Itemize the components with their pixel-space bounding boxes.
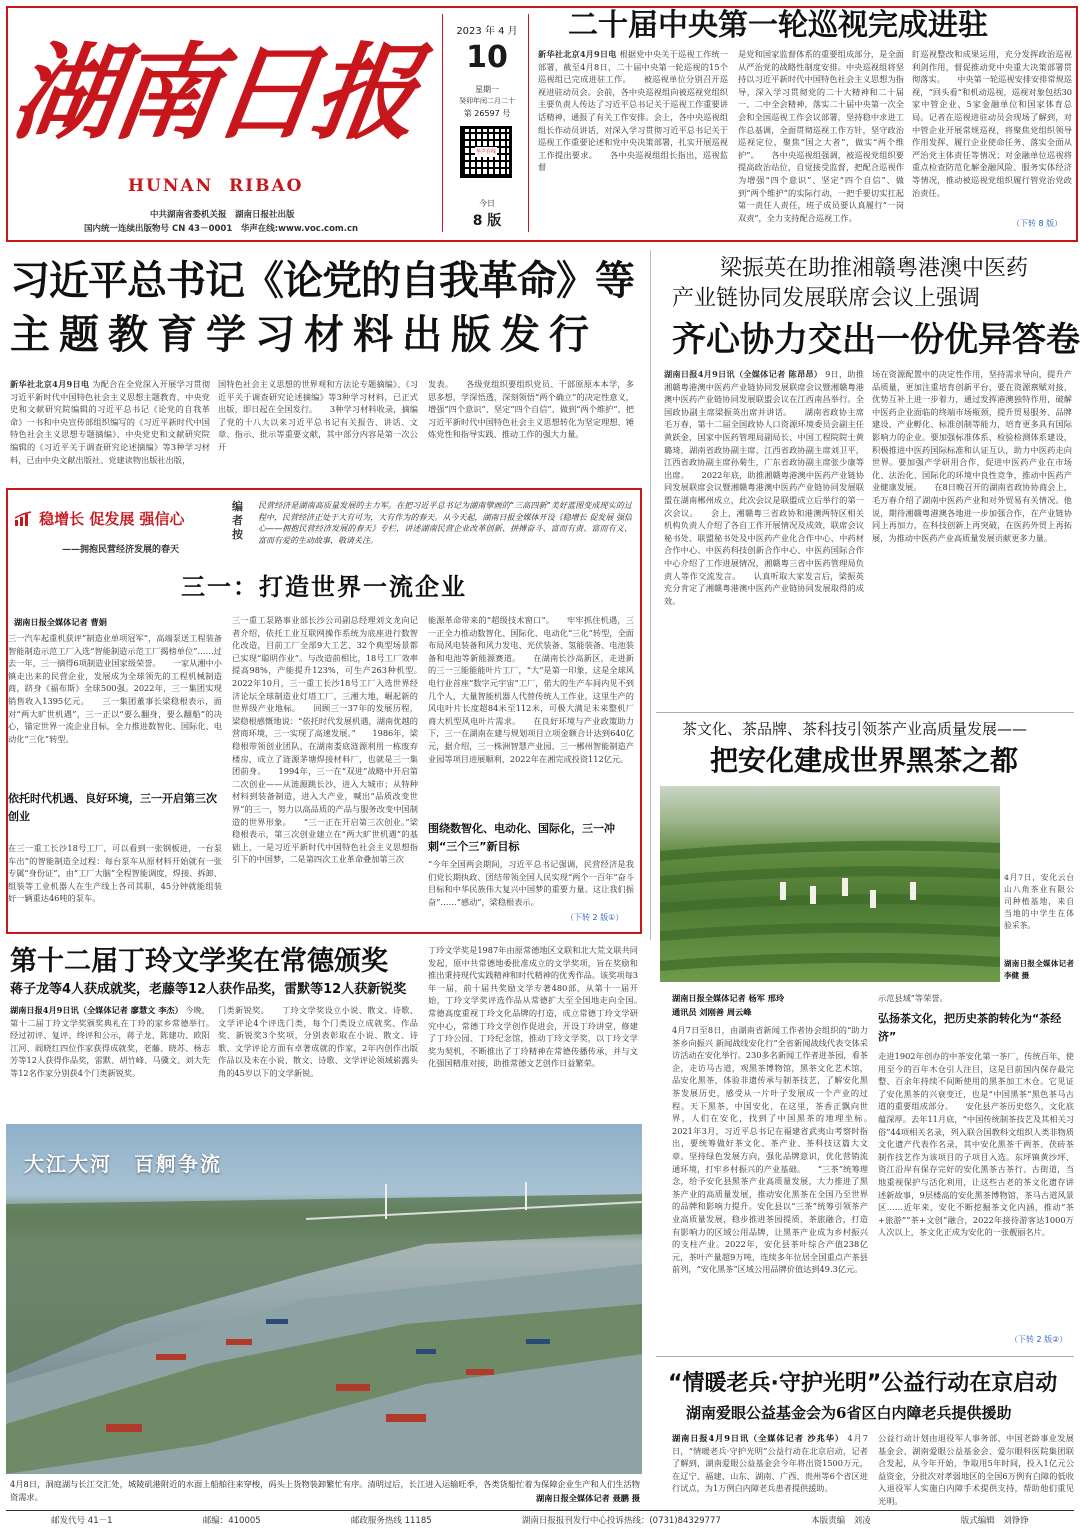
top-story-more-link[interactable]: （下转 8 版） (1012, 219, 1063, 228)
xi-text1: 为配合在全党深入开展学习贯彻习近平新时代中国特色社会主义思想主题教育，中央党史和文献研究院编辑的习近平总书记《论党的自我革命》一书和中央宣传部组织编写的《习近平新时代中国特色社会主义思想专题摘编》、中央党史和文献研究院编辑的《习近平关于调查研究论述摘编》等3种学习材料，已由中央文献出版社、党建读物出版社出版， (10, 379, 210, 465)
tea-col1: 4月7日至8日，由湖南省新闻工作者协会组织的“助力茶乡向振兴 新闻战线安化行”全省新闻战线代表交体采访活动在安化举行。230多名新闻工作者进茶园，看茶企，走访马古道，观黑茶博物馆，黑茶文化艺术馆，品安化黑茶，体验非遗传承与制茶技艺，了解安化黑茶发展历史，感受从一片叶子发展成一个产业的过程。天下黑茶，中国安化，在这里，茶香正飘向世界，人们在安化，找到了中国黑茶的地理坐标。 2021年3月，习近平总书记在福建省武夷山考察时指出，要统筹做好茶文化、茶产业、茶科技这篇大文章。坚持绿色发展方向，强化品牌意识，优化营销流通环境，打牢乡村振兴的产业基础。 “三茶”统筹理念，给予安化县黑茶产业高质量发展，大力推进了黑茶产业的高质量发展，推动安化黑茶在全国乃至世界的品牌和影响力提升。安化县以“三茶”统筹引领茶产业高质量发展，稳步推进茶园提质、茶旅融合，打造有影响力的区域公用品牌，让黑茶产业成为乡村振兴的支柱产业。2022年，安化县茶叶综合产值238亿元，茶叶产量超9万吨，连续多年位居全国重点产茶县前列，“安化黑茶”区域公用品牌价值达到49.3亿元。 (672, 1025, 868, 1275)
footer-complaint: 湖南日报报刊发行中心投诉热线：(0731)84329777 (521, 1516, 721, 1526)
tea-byline-1: 湖南日报全媒体记者 杨军 邢玲 (672, 993, 785, 1003)
dingling-headline[interactable]: 第十二届丁玲文学奖在常德颁奖 (10, 946, 388, 977)
cn-number: 国内统一连续出版物号 CN 43－0001 华声在线:www.voc.com.cn (84, 224, 359, 234)
date-year-month: 2023 年 4 月 (456, 26, 518, 37)
editor-note: 民营经济是湖南高质量发展的主力军。在把习近平总书记为湖南擘画的“三高四新”美好蓝图变成现实的过程中，民营经济正处于大有可为，大有作为的春天。从今天起，湖南日报全媒体开设《稳增长 促发展 强信心——拥抱民营经济发展的春天》专栏，讲述湖南民营企业改革创新、拼搏奋斗、富而有责、富而有义、富而有爱的生动故事，敬请关注。 (258, 501, 632, 545)
chart-up-icon (14, 511, 34, 527)
tea-photo[interactable] (660, 786, 1000, 982)
veteran-byline: 湖南日报4月9日讯（全媒体记者 沙兆华） (672, 1433, 844, 1443)
xi-col1 (10, 378, 210, 478)
tea-col2-title: 弘扬茶文化，把历史茶韵转化为“茶经济” (878, 1012, 1062, 1043)
feature-col3b: “今年全国两会期间，习近平总书记强调，民营经济是我们党长期执政、团结带领全国人民实现“两个一百年”奋斗目标和中华民族伟大复兴中国梦的重要力量。这让我们振奋”……“感动”，梁稳根表示。 (428, 859, 634, 907)
liang-byline: 湖南日报4月9日讯（全媒体记者 陈昂昂） (664, 369, 823, 379)
veteran-col1 (672, 1432, 868, 1506)
footer-postal-code: 邮发代号 41－1 (51, 1516, 113, 1526)
xi-col3: 发表。 各级党组织要组织党员、干部原原本本学，多思多想，学深悟透，深刻领悟“两个确立”的决定性意义，增强“四个意识”、坚定“四个自信”、做到“两个维护”，把习近平新时代中国特色社会主义思想转化为坚定理想、锤炼党性和指导实践、推动工作的强大力量。 (428, 379, 634, 440)
newspaper-logo (5, 10, 434, 180)
dingling-byline: 湖南日报4月9日讯（全媒体记者 廖慧文 李杰） (10, 1005, 183, 1015)
xi-headline-line2[interactable]: 主题教育学习材料出版发行 (10, 312, 598, 358)
qr-center-label: 华声在线 (475, 149, 496, 155)
footer-editor: 本版责编 刘凌 (811, 1516, 871, 1526)
xi-col2: 国特色社会主义思想的世界观和方法论专题摘编》、《习近平关于调查研究论述摘编》等3种学习材料，已正式出版，即日起在全国发行。 3种学习材料收录，摘编了党的十八大以来习近平总书记有关报告、讲话、文章、指示、批示等重要文献，其中部分内容是第一次公开 (218, 379, 418, 452)
feature-badge-sub: ——拥抱民营经济发展的春天 (62, 545, 180, 555)
tea-headline[interactable]: 把安化建成世界黑茶之都 (710, 744, 1019, 777)
dingling-text1: 今晚，第十二届丁玲文学奖颁奖典礼在丁玲的家乡常德举行。 经过初评、复评、终评和公示，蒋子龙、陈建功、欧阳江河、阎晓红四位作家获得成就奖，老藤、晓苏、杨志芳等12人获得作品奖，雷默、胡竹峰、马骥文、刘大先等12名作家分别获4个门类新锐奖。 (10, 1005, 210, 1078)
feature-col1: 三一汽车起重机获评“制造业单项冠军”，高端泵送工程装备智能制造示范工厂入选“智能制造示范工厂揭榜单位”……过去一年，三一摘得6项制造业国家级荣誉。 一家从湘中小镇走出来的民营企业，发展成为全球领先的工程机械制造商，跻身《福布斯》全球500强。2022年，三一集团实现销售收入1395亿元。 三一集团董事长梁稳根表示，面对“两大旷世机遇”，三一正以“要么翻身，要么翻船”的决心，锚定世界一流企业目标，全力推进数智化、国际化、电动化“三化”转型。 (8, 633, 222, 744)
river-photo-credit: 湖南日报全媒体记者 聂鹏 摄 (536, 1493, 640, 1503)
footer-zip: 邮编：410005 (202, 1516, 261, 1526)
liang-col2: 场在资源配置中的决定性作用，坚持需求导向，提升产品质量，更加注重培育创新平台，要在资源禀赋对接、优势互补上进一步着力，通过发挥港澳独特作用，破解中医药企业面临的终端市场瓶颈，提升贸易服务、品牌建设、产业孵化、标准创制等能力，培育更多具有国际影响力的企业。要加强标准体系、检验检测体系建设，积极推进中医药国际标准和认证互认，助力中医药走向世界。要加强产学研用合作，促进中医药产业在市场化、法治化、国际化的环境中良性竞争，推动中医药产业健康发展。 在8日晚召开的湖南省政协协商会上，毛万春介绍了湖南中医药产业和对外贸易有关情况。他说，期待湘赣粤港澳各地进一步加强合作，在产业链协同上再加力，在科技创新上再突破，在医药外贸上再拓展，为推动中医药产业高质量发展贡献更多力量。 (872, 369, 1072, 543)
feature-col2: 三一重工泵路事业部长沙公司副总经理刘文龙向记者介绍，依托工业互联网操作系统为底座进行数智化改造，目前工厂全部9大工艺、32个典型场景都已实现“聪明作业”。与改造前相比，18号工厂效率提高98%，产能提升123%，可生产263种机型。 2022年10月，三一重工长沙18号工厂入选世界经济论坛全球制造业灯塔工厂，三湘大地，崛起新的世界级产业地标。 回顾三一37年的发展历程，梁稳根感慨地说：“依托时代发展机遇，湖南优越的营商环境，三一实现了高速发展。” 1986年，梁稳根带领创业团队，在湖南娄底涟源利用一栋废弃楼房，成立了涟源茅塘焊接材料厂，也就是三一集团前身。 1994年，三一在“双进”战略中开启第二次创业——从涟源跳长沙，进入大城市；从特种材料到装备制造，进入大产业，喊出“品质改变世界”的三一，努力以高品质的产品与服务改变中国制造的世界形象。 “三一正在开启第三次创业。”梁稳根表示，第三次创业建立在“两大旷世机遇”的基础上，一是习近平新时代中国特色社会主义思想指引下的中国梦，二是第四次工业革命叠加第三次 (232, 615, 418, 865)
dingling-col3: 丁玲文学奖是1987年由原常德地区文联和北大荒文联共同发起，原中共常德地委批准成立的文学奖项，旨在奖励和推出秉持现代实践精神和时代精神的优秀作品。该奖项每3年一届，前十届共奖励文学专著480部，从第十一届开始，丁玲文学奖评选作品从常德扩大至全国地走向全国。 常德高度重视丁玲文化品牌的打造，成立常德丁玲文学研究中心，常德丁玲文学创作促进会，开设丁玲讲堂，修建了丁玲公园、丁玲纪念馆，推动丁玲文学奖，以丁玲文学奖为契机，不断推出了丁玲精神在常德传播传承，并与文化强国精准对接，助推常德文艺创作日益繁荣。 (428, 945, 638, 1069)
veteran-col2: 公益行动计划由退役军人事务部、中国老龄事业发展基金会、湖南爱眼公益基金会、爱尔眼科医院集团联合发起，从今年开始，争取用5年时间，投入1亿元公益资金，分批次对孝弱地区的全国6万例有白障的低收入退役军人实施白内障手术提供支持，帮助他们重见光明。 (878, 1433, 1074, 1506)
dingling-col1 (10, 1004, 210, 1114)
top-story-dateline: 新华社北京4月9日电 (538, 49, 617, 59)
liang-headline[interactable]: 齐心协力交出一份优异答卷 (672, 320, 1080, 360)
footer-bar (6, 1514, 1074, 1528)
river-photo-title: 大江大河 百舸争流 (24, 1152, 222, 1176)
tea-kicker: 茶文化、茶品牌、茶科技引领茶产业高质量发展—— (682, 720, 1028, 738)
feature-col1b: 在三一重工长沙18号工厂，可以看到一张钢板进，一台泵车出”的智能制造全过程：每台泵车从原材料开始就有一张专属“身份证”，由“工厂大脑”全程智能调度，焊接、拆卸、组装等工业机器人在生产线上各司其职，45分钟就能组装好一辆重达46吨的泵车。 (8, 843, 222, 904)
feature-headline[interactable]: 三一：打造世界一流企业 (181, 573, 467, 601)
xi-dateline: 新华社北京4月9日电 (10, 379, 90, 389)
logo-pinyin: HUNAN RIBAO (128, 176, 304, 196)
top-story-col3: 盯巡视整改和成果运用，充分发挥政治巡视利剑作用，督促推动党中央重大决策部署贯彻落实。 中央第一轮巡视安排安排常规巡视，“回头看”和机动巡视，巡视对象包括30家中管企业、5家金融单位和国家体育总局。记者在巡视进驻动员会现场了解到，对中管企业开展常规巡视，将聚焦党组织领导作用发挥、履行企业使命任务、落实全面从严治党主体责任等情况；对金融单位巡视将重点检查防范化解金融风险、服务实体经济等情况，推动被巡视党组织履行管党治党政治责任。 (912, 49, 1072, 198)
river-photo[interactable] (6, 1124, 642, 1474)
top-story-text1: 根据党中央关于巡视工作统一部署，截至4月8日，二十届中央第一轮巡视的15个巡视组已完成进驻工作。 被巡视单位分别召开巡视进驻动员会。会前，各中央巡视组向被巡视党组织主要负责人传达了习近平总书记关于巡视工作重要讲话精神，通报了有关工作安排。会上，各中央巡视组组长作动员讲话，对深入学习贯彻习近平总书记关于巡视工作重要论述和党中央决策部署，扎实开展巡视工作提出要求。 各中央巡视组组长指出，巡视监督 (538, 49, 728, 173)
veteran-subhead: 湖南爱眼公益基金会为6省区白内障老兵提供援助 (686, 1404, 1012, 1422)
tea-col0: 示范县域”等荣誉。 (878, 993, 948, 1003)
dingling-col2: 门类新锐奖。 丁玲文学奖设立小说、散文、诗歌、文学评论4个评选门类，每个门类设立成就奖、作品奖、新锐奖3个奖项，分别表彰取在小说、散文、诗歌、文学评论方面有卓著成就的作家，2年内创作出版作品以及未在小说、散文、诗歌、文学评论领域崭露头角的45岁以下的文学新锐。 (218, 1005, 418, 1078)
feature-byline: 湖南日报全媒体记者 曹娟 (14, 617, 107, 627)
tea-photo-caption: 4月7日，安化云台山八角茶业有限公司种植基地，来自当地的中学生在体验采茶。 (1004, 873, 1074, 930)
editor-note-label: 编者按 (232, 500, 243, 541)
liang-text1: 9日，助推湘赣粤港澳中医药产业链协同发展联席会议暨湘赣粤港澳中医药产业链协同发展联盟会议在江西南昌举行。全国政协副主席梁振英出席并讲话。 湖南省政协主席毛万春，第十二届全国政协人口资源环境委员会副主任黄跃金，国家中医药管理局副局长、中国工程院院士黄璐琦，湖南省政协副主席、江西省政协副主席刘卫平，江西省政协副主席孙菊生，广东省政协副主席张少康等出席。 2022年底，助推湘赣粤港澳中医药产业链协同发展联席会议暨湘赣粤港澳中医药产业链协同发展联盟在湖南郴州成立，此次会议是联盟成立后举行的第一次会议。 会上，湘赣粤三省政协和港澳两特区相关机构负责人介绍了各自工作开展情况及成效，联席会议秘书处、联盟秘书处及中医药产业化合作中心、中药材合作中心、中医药科技创新合作中心、中医药国际合作中心介绍了工作进展情况，湘赣粤三省中医药管理局负责人等作交流发言。 认真听取大家发言后，梁振英充分肯定了湘赣粤港澳中医药产业链协同发展取得的成效。 (664, 369, 864, 606)
liang-col1 (664, 368, 864, 708)
footer-layout-editor: 版式编辑 刘铮铮 (960, 1516, 1029, 1526)
footer-hotline: 邮政服务热线 11185 (350, 1516, 432, 1526)
feature-subhead1: 依托时代机遇、良好环境，三一开启第三次创业 (8, 792, 217, 823)
veteran-text1: 4月7日，“情暖老兵·守护光明”公益行动在北京启动，记者了解到，湖南爱眼公益基金会今年将出资1500万元，在辽宁、福建、山东、湖南、广西、贵州等6个省区进行试点，为1万例白内障老兵患者提供援助。 (672, 1433, 868, 1494)
issue-number: 第 26597 号 (463, 109, 511, 118)
feature-col3: 能源革命带来的“超级技术窗口”。 牢牢抓住机遇，三一正全力推动数智化、国际化、电动化“三化”转型，全面布局风电装备和风力发电、光伏装备、氢能装备、电池装备和电池等新能源赛道。 在湖南长沙高新区，走进新的三一三能能能叶片工厂，“大”是第一印象，这是全球风电行业首座“数字元宇宙”工厂，偌大的生产车间内见不到几个人，大量智能机器人代替传统人工作业，这里生产的风电叶片长度超84米至112米，可极大满足未来整机厂商大机型风电叶片需求。 在良好环境与产业政策助力下，三一在湖南在建与规划项目立项金额合计达到640亿元，据介绍，三一株洲智慧产业园、三一郴州智能制造产业园等项目进展顺利，2022年在湘完成投资112亿元。 (428, 615, 634, 764)
today-label: 今日 (479, 199, 495, 208)
liang-kicker-line1: 梁振英在助推湘赣粤港澳中医药 (720, 256, 1029, 281)
date-day: 10 (466, 40, 508, 75)
xi-headline-line1[interactable]: 习近平总书记《论党的自我革命》等 (10, 258, 634, 304)
feature-subhead2: 围绕数智化、电动化、国际化，三一冲刺“三个三”新目标 (428, 822, 615, 853)
feature-badge (14, 508, 185, 529)
top-story-col2: 是党和国家监督体系的重要组成部分，是全面从严治党的战略性制度安排。中央巡视组将坚持以习近平新时代中国特色社会主义思想为指导，深入学习贯彻党的二十大精神和二十届一、二中全会精神，落实二十届中央第一次全会和全国巡视工作会议部署，坚持稳中求进工作总基调，全面贯彻巡视工作方针，坚守政治巡视定位，聚焦“国之大者”，做实“两个维护”。 各中央巡视组强调，被巡视党组织要提高政治站位，自觉接受监督，把配合巡视作为增强“四个意识”、坚定“四个自信”、做到“两个维护”的实际行动，一把手要切实扛起第一责任人责任，班子成员要认真履行“一岗双责”，全力支持配合巡视工作。 (738, 49, 904, 223)
page-count: 8 版 (472, 213, 502, 229)
qr-code[interactable] (460, 126, 512, 178)
logo-text: 湖南日报 (5, 31, 423, 154)
veteran-headline[interactable]: “情暖老兵·守护光明”公益行动在京启动 (668, 1371, 1058, 1396)
tea-byline-2: 通讯员 刘刚善 周云峰 (672, 1007, 752, 1017)
top-story-col1 (538, 48, 728, 232)
feature-more-link[interactable]: （下转 2 版①） (566, 913, 624, 922)
weekday: 星期一 (475, 85, 499, 94)
feature-badge-text: 稳增长 促发展 强信心 (39, 510, 185, 528)
top-story-headline[interactable]: 二十届中央第一轮巡视完成进驻 (568, 8, 988, 43)
dingling-subhead: 蒋子龙等4人获成就奖，老藤等12人获作品奖，雷默等12人获新锐奖 (10, 982, 407, 997)
lunar-date: 癸卯年闰二月二十 (459, 97, 515, 105)
tea-more-link[interactable]: （下转 2 版②） (1010, 1335, 1068, 1344)
publisher-line: 中共湖南省委机关报 湖南日报社出版 (150, 210, 295, 220)
liang-kicker-line2: 产业链协同发展联席会议上强调 (672, 286, 981, 311)
tea-photo-credit: 湖南日报全媒体记者 李健 摄 (1004, 959, 1074, 980)
tea-col2: 走进1902年创办的中茶安化第一茶厂，传统百年，使用至今的百年木仓引人注目，这是目前国内保存最完整、百余年持续不间断使用的黑茶加工木仓。它见证了安化黑茶的兴衰变迁，也是“中国黑茶”黑色茶马古道的重要组成部分。 安化县产茶历史悠久，文化底蕴深厚。去年11月底，“中国传统制茶技艺及其相关习俗”44项相关名录，列入联合国教科文组织人类非物质文化遗产代表作名录，其中安化黑茶千两茶、茯砖茶制作技艺作为该项目的子项目入选。东坪镇黄沙坪、资江沿岸有保存完好的安化黑茶古茶行、古街道，当地重视保护与活化利用，让这些古老的茶文化遗存讲述新故事，9层楼高的安化黑茶博物馆，茶马古道风景区……近年来，安化不断挖掘茶文化内涵，推动“茶+旅游”“茶+文创”融合，2022年接待游客达1000万人次以上，茶文化正成为安化的一张靓丽名片。 (878, 1051, 1074, 1238)
river-photo-caption: 4月8日，洞庭湖与长江交汇处，城陵矶港附近的水面上船舶往来穿梭，码头上货物装卸繁忙有序。清明过后，长江进入运输旺季，各类货船忙着为保障企业生产和人们生活物资需求。 (10, 1479, 640, 1502)
